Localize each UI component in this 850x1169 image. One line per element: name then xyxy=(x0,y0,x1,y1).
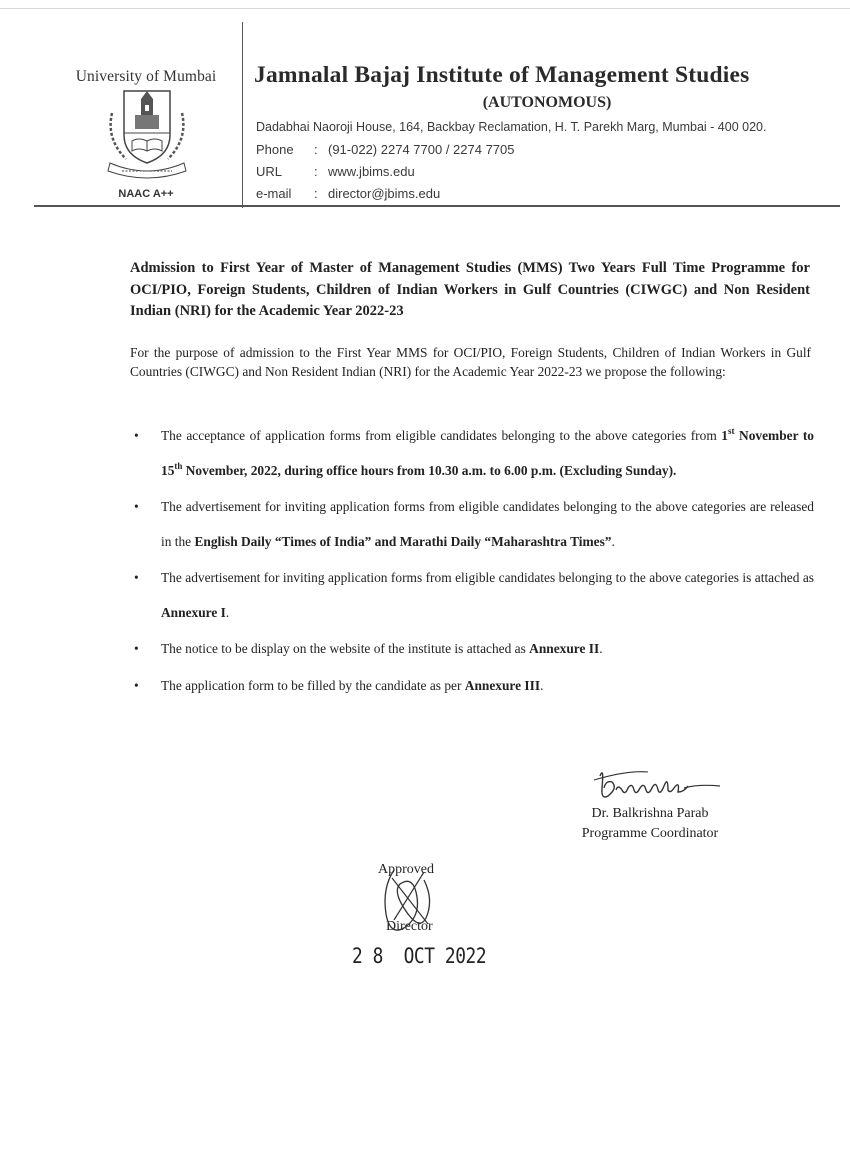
annexure-label: Annexure I xyxy=(161,604,226,620)
bullet-text: The notice to be display on the website of the institute is attached as xyxy=(161,641,530,656)
contact-email xyxy=(256,186,440,201)
bullet-newspapers-bold: English Daily “Times of India” and Marathi Daily “Maharashtra Times” xyxy=(194,533,612,549)
signatory-block xyxy=(560,804,740,844)
signatory-designation: Programme Coordinator xyxy=(581,826,719,841)
university-name: University of Mumbai xyxy=(75,68,217,85)
contact-label: Phone xyxy=(256,142,294,157)
approved-label: Approved xyxy=(378,862,434,877)
bullet-text: The advertisement for inviting application forms from eligible candidates belonging to the above categories are released in the xyxy=(161,499,814,549)
handwritten-signature xyxy=(588,758,728,808)
institute-name: Jamnalal Bajaj Institute of Management Studies xyxy=(254,62,750,88)
bullet-end: . xyxy=(225,604,230,620)
bullet-advertisement xyxy=(134,490,814,559)
bullet-text: The application form to be filled by the candidate as per xyxy=(161,677,465,693)
signatory-name: Dr. Balkrishna Parab xyxy=(591,806,709,821)
bullet-dot: • xyxy=(134,428,139,443)
bullet-dot: • xyxy=(134,641,139,656)
contact-separator: : xyxy=(314,142,318,157)
institute-status: (AUTONOMOUS) xyxy=(482,94,612,111)
date-range-text: November to 15 xyxy=(161,428,814,478)
contact-url xyxy=(256,164,415,179)
contact-value: director@jbims.edu xyxy=(328,186,441,201)
bullet-end: . xyxy=(599,641,603,656)
bullet-end: . xyxy=(611,533,615,549)
bullet-dot: • xyxy=(134,570,139,585)
start-day: 1 xyxy=(721,428,728,443)
notice-heading: Admission to First Year of Master of Management Studies (MMS) Two Years Full Time Programme for OCI/PIO, Foreign Students, Children of Indian Workers in Gulf Countries (CIWGC) and Non Resident Indian (NRI) for the Academic Year 2022-23 xyxy=(130,260,810,319)
director-initials-scribble xyxy=(364,858,454,948)
letterhead-vertical-divider xyxy=(242,22,243,208)
contact-separator: : xyxy=(314,186,318,201)
bullet-annexure-1 xyxy=(134,561,814,630)
contact-label: e-mail xyxy=(256,186,292,201)
contact-value: www.jbims.edu xyxy=(328,164,415,179)
bullet-end: . xyxy=(540,677,544,693)
contact-separator: : xyxy=(314,164,318,179)
bullet-annexure-2 xyxy=(134,632,814,667)
ordinal-suffix: th xyxy=(174,460,183,471)
bullet-text: The acceptance of application forms from eligible candidates belonging to the above categories from xyxy=(161,428,717,443)
date-stamp: 2 8 OCT 2022 xyxy=(352,944,487,968)
notice-intro: For the purpose of admission to the First Year MMS for OCI/PIO, Foreign Students, Children of Indian Workers in Gulf Countries (CIWGC) and Non Resident Indian (NRI) for the Academic Year 2022-23 we propose the following: xyxy=(130,345,811,379)
institute-address: Dadabhai Naoroji House, 164, Backbay Reclamation, H. T. Parekh Marg, Mumbai - 400 020. xyxy=(256,120,767,134)
annexure-label: Annexure III xyxy=(464,677,541,693)
ordinal-suffix: st xyxy=(728,426,735,436)
notice-bullet-list xyxy=(134,419,814,703)
bullet-office-hours xyxy=(134,419,814,488)
bullet-dot: • xyxy=(134,499,139,514)
bullet-annexure-3 xyxy=(134,669,814,704)
director-label: Director xyxy=(386,919,433,934)
annexure-label: Annexure II xyxy=(529,641,600,656)
contact-value: (91-022) 2274 7700 / 2274 7705 xyxy=(328,142,515,157)
top-edge-line xyxy=(0,8,850,9)
university-crest-icon xyxy=(96,89,198,181)
office-hours-text: November, 2022, during office hours from 10.30 a.m. to 6.00 p.m. (Excluding Sunday). xyxy=(182,462,677,478)
contact-phone xyxy=(256,142,515,157)
bullet-text: The advertisement for inviting application forms from eligible candidates belonging to the above categories is attached as xyxy=(161,570,814,585)
contact-label: URL xyxy=(256,164,283,179)
naac-grade: NAAC A++ xyxy=(118,188,174,200)
letterhead-divider xyxy=(34,205,840,207)
bullet-dot: • xyxy=(134,677,139,693)
